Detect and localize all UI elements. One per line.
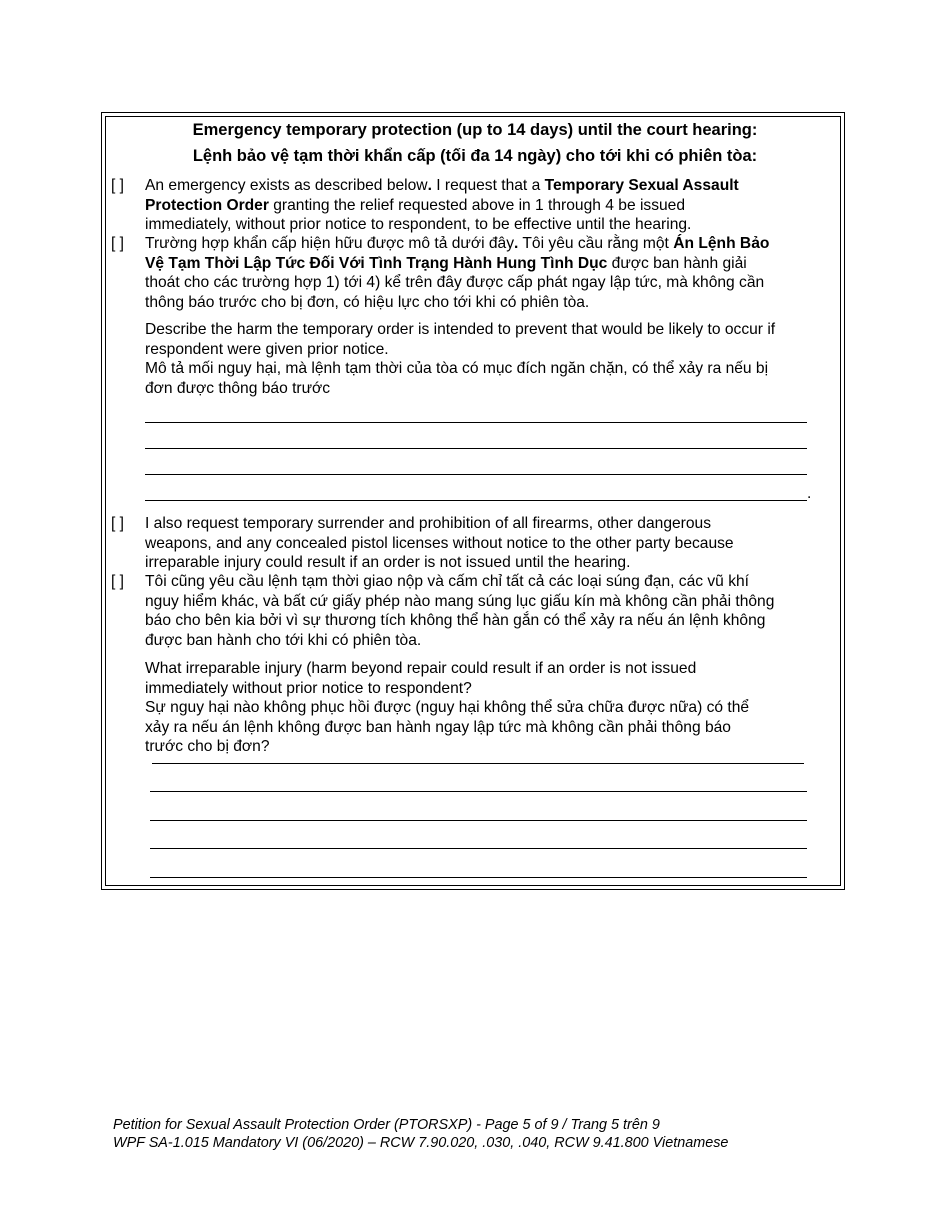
section-title-en: Emergency temporary protection (up to 14 days) until the court hearing:	[192, 121, 758, 139]
section-title-vi: Lệnh bảo vệ tạm thời khẩn cấp (tối đa 14 ngày) cho tới khi có phiên tòa:	[192, 147, 758, 165]
harm-answer-end-period: .	[807, 485, 812, 502]
firearms-checkbox-en[interactable]: [ ]	[111, 515, 124, 532]
irreparable-injury-prompt: What irreparable injury (harm beyond repair could result if an order is not issued immediately without prior notice to respondent? Sự nguy hại nào không phục hồi được (nguy hại không thể sửa chữa được nữa) có thể xảy ra nếu án lệnh không được ban hành ngay lập tức mà không cần phải thông báo trước cho bị đơn?	[145, 660, 750, 755]
describe-harm-prompt: Describe the harm the temporary order is intended to prevent that would be likely to occur if respondent were given prior notice. Mô tả mối nguy hại, mà lệnh tạm thời của tòa có mục đích ngăn chặn, có thể xảy ra nếu bị đơn được thông báo trước	[145, 321, 776, 397]
injury-answer-line[interactable]	[150, 791, 807, 792]
footer-form-code: WPF SA-1.015 Mandatory VI (06/2020) – RCW 7.90.020, .030, .040, RCW 9.41.800 Vietnamese	[113, 1135, 729, 1151]
injury-answer-line[interactable]	[150, 820, 807, 821]
injury-answer-line[interactable]	[150, 877, 807, 878]
harm-answer-line[interactable]	[145, 500, 807, 501]
harm-answer-line[interactable]	[145, 448, 807, 449]
emergency-request-en: An emergency exists as described below. I request that a Temporary Sexual Assault Protection Order granting the relief requested above in 1 through 4 be issued immediately, without prior notice to respondent, to be effective until the hearing.	[145, 177, 739, 233]
harm-answer-line[interactable]	[145, 422, 807, 423]
firearms-request-vi: Tôi cũng yêu cầu lệnh tạm thời giao nộp và cấm chỉ tất cả các loại súng đạn, các vũ khí nguy hiểm khác, và bất cứ giấy phép nào mang súng lục giấu kín mà không cần phải thông báo cho bên kia bởi vì sự thương tích không thể hàn gắn có thể xảy ra nếu án lệnh không được ban hành cho tới khi có phiên tòa.	[145, 573, 775, 649]
emergency-checkbox-vi[interactable]: [ ]	[111, 235, 124, 252]
emergency-request-vi: Trường hợp khẩn cấp hiện hữu được mô tả dưới đây. Tôi yêu cầu rằng một Án Lệnh Bảo Vệ Tạm Thời Lập Tức Đối Với Tình Trạng Hành Hung Tình Dục được ban hành giải thoát cho các trường hợp 1) tới 4) kể trên đây được cấp phát ngay lập tức, mà không cần thông báo trước cho bị đơn, có hiệu lực cho tới khi có phiên tòa.	[145, 235, 770, 311]
injury-answer-line[interactable]	[150, 848, 807, 849]
emergency-checkbox-en[interactable]: [ ]	[111, 177, 124, 194]
firearms-request-en: I also request temporary surrender and prohibition of all firearms, other dangerous weapons, and any concealed pistol licenses without notice to the other party because irreparable injury could result if an order is not issued until the hearing.	[145, 515, 734, 571]
firearms-checkbox-vi[interactable]: [ ]	[111, 573, 124, 590]
footer-form-title: Petition for Sexual Assault Protection Order (PTORSXP) - Page 5 of 9 / Trang 5 trên 9	[113, 1117, 660, 1133]
harm-answer-line[interactable]	[145, 474, 807, 475]
injury-answer-line[interactable]	[152, 763, 804, 764]
